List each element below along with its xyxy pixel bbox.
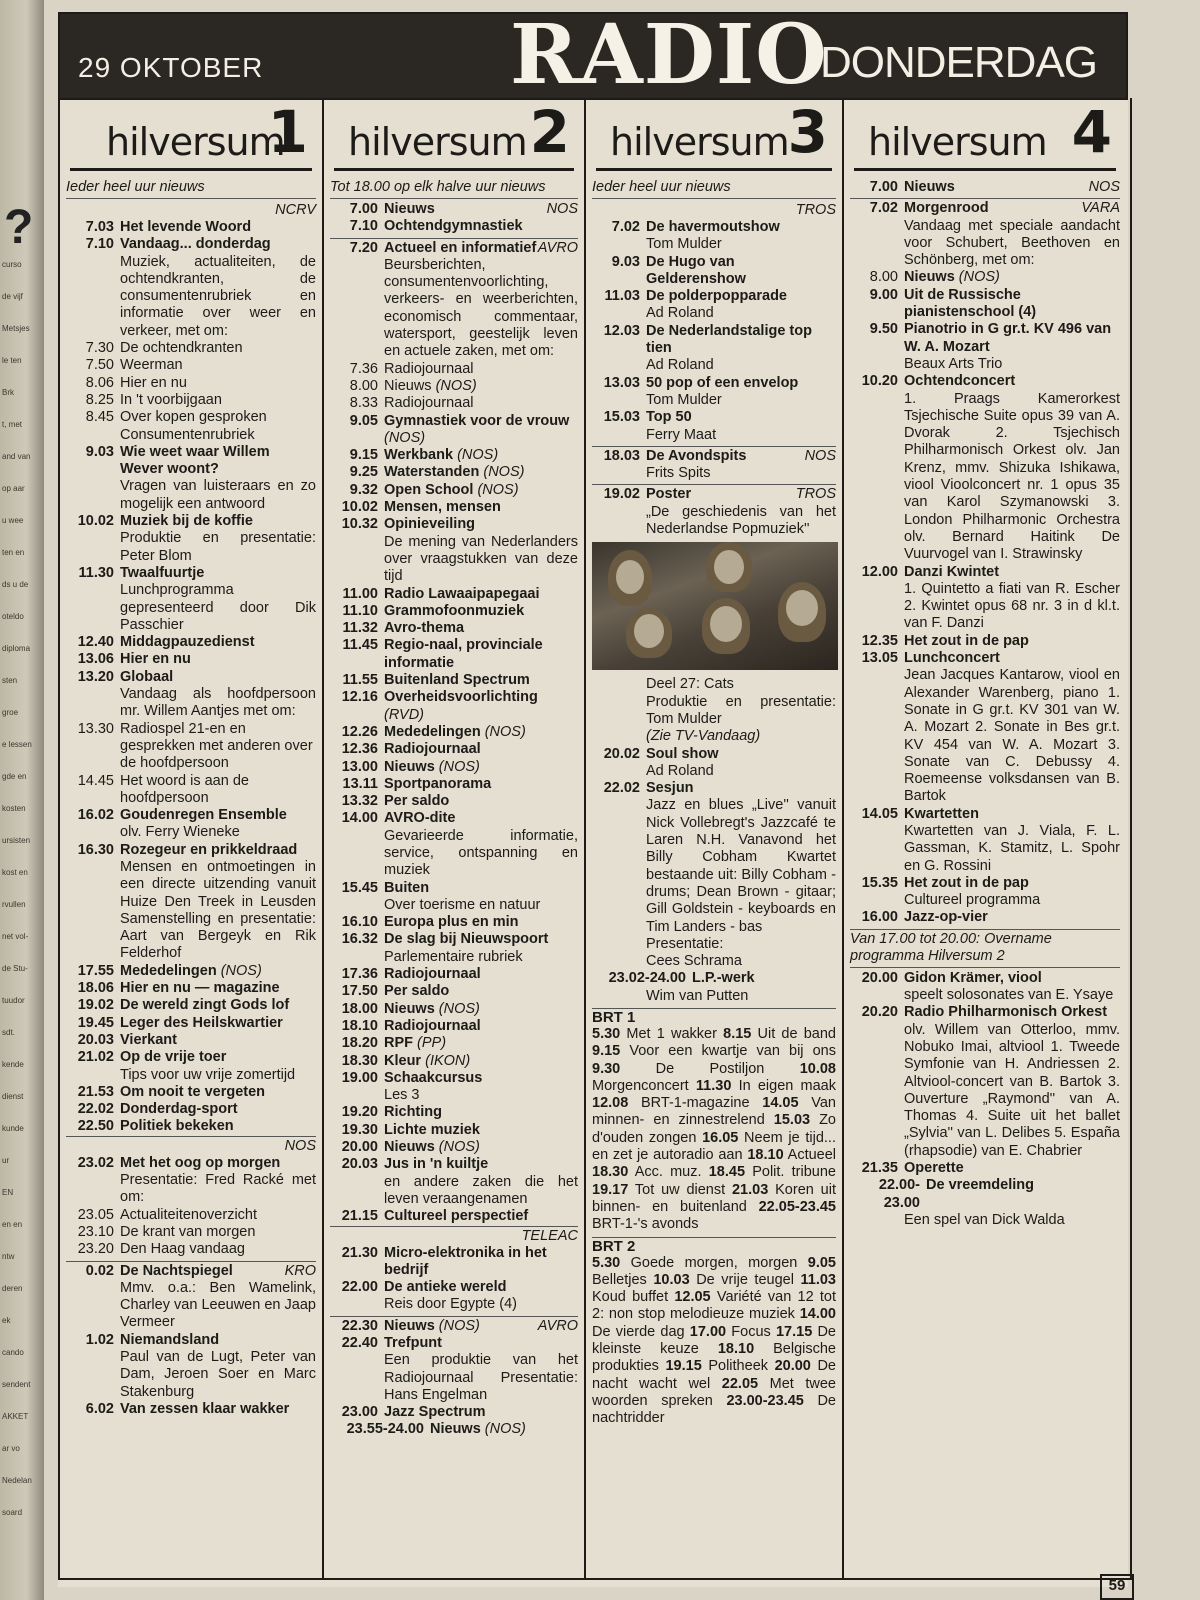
program-entry: 20.00 Gidon Krämer, viool: [861, 969, 1042, 986]
program-entry: 10.02 Mensen, mensen: [341, 499, 501, 516]
program-description: Beursberichten, consumentenvoorlichting, verkeers- en weerberichten, economisch commentaar, watersport, geestelijk leven en actuele zaken, met om:: [384, 256, 578, 360]
station-heading: [334, 98, 574, 171]
adjacent-page-fragment: kost en: [2, 868, 28, 877]
brt-program: BRT-1-'s avonds: [592, 1216, 699, 1233]
adjacent-page-fragment: ek: [2, 1316, 11, 1325]
adjacent-page-fragment: kende: [2, 1060, 24, 1069]
program-description: Cees Schrama: [646, 953, 742, 970]
program-entry: 17.55 Mededelingen (NOS): [77, 962, 262, 979]
adjacent-page-fragment: de vijf: [2, 292, 23, 301]
program-description: Les 3: [384, 1087, 420, 1104]
brt-time: 10.08: [799, 1060, 836, 1077]
program-entry: 21.30 Micro-elektronika in het bedrijf: [341, 1244, 547, 1278]
program-entry: 22.00-23.00 De vreemdeling: [878, 1177, 1034, 1211]
page-number: 59: [1100, 1574, 1134, 1600]
adjacent-page-fragment: kosten: [2, 804, 26, 813]
program-description: Gevarieerde informatie, service, ontspanning en muziek: [384, 827, 578, 879]
brt-program: Belgische produkties: [592, 1341, 836, 1375]
program-entry: 13.05 Lunchconcert: [861, 650, 1000, 667]
program-entry: 15.35 Het zout in de pap: [861, 874, 1029, 891]
brt-program: De Postiljon: [620, 1060, 800, 1077]
brt-time: 22.05-23.45: [758, 1198, 836, 1215]
page-header: [58, 7, 1128, 103]
brt-time: 12.08: [592, 1095, 629, 1112]
program-entry: 11.10 Grammofoonmuziek: [342, 602, 525, 619]
program-entry: 7.30 De ochtendkranten: [85, 340, 243, 357]
station-name: hilversum: [610, 120, 789, 164]
brt-time: 17.15: [775, 1323, 813, 1340]
program-description: Deel 27: Cats: [646, 676, 734, 693]
brt-time: 18.10: [747, 1147, 784, 1164]
brt-program: Politheek: [701, 1358, 775, 1375]
adjacent-page-fragment: oteldo: [2, 612, 24, 621]
program-entry: 23.20 Den Haag vandaag: [77, 1241, 245, 1258]
program-description: Tips voor uw vrije zomertijd: [120, 1066, 296, 1083]
program-entry: 9.03 De Hugo van Gelderenshow: [611, 253, 746, 287]
program-entry: 23.05 Actualiteitenoverzicht: [77, 1206, 258, 1223]
brt-time: 16.05: [702, 1129, 739, 1146]
brt-time: 18.10: [717, 1341, 755, 1358]
news-note: Ieder heel uur nieuws: [66, 179, 316, 199]
adjacent-page-fragment: AKKET: [2, 1412, 29, 1421]
program-description: Beaux Arts Trio: [904, 355, 1003, 372]
program-description: olv. Ferry Wieneke: [120, 824, 240, 841]
program-entry: 0.02 De Nachtspiegel KRO: [66, 1261, 316, 1280]
brt-program: Uit de band: [751, 1025, 837, 1042]
program-entry: 7.00 Nieuws NOS: [349, 201, 578, 217]
program-description: Frits Spits: [646, 465, 711, 482]
column-hilversum-1: [60, 98, 324, 1578]
adjacent-page-fragment: deren: [2, 1284, 23, 1293]
brt-program: Van minnen- en zinnestrelend: [592, 1095, 836, 1129]
adjacent-page-fragment: diploma: [2, 644, 31, 653]
adjacent-page-fragment: ntw: [2, 1252, 15, 1261]
brt-time: 22.05: [721, 1375, 759, 1392]
brt-time: 18.45: [708, 1164, 746, 1181]
adjacent-page-fragment: sten: [2, 676, 18, 685]
adjacent-page-fragment: gde en: [2, 772, 27, 781]
program-entry: 7.10 Ochtendgymnastiek: [349, 218, 523, 235]
station-number: 1: [267, 98, 308, 166]
program-entry: 19.30 Lichte muziek: [341, 1121, 480, 1138]
brt-time: 9.15: [592, 1043, 621, 1060]
program-entry: 17.36 Radiojournaal: [341, 966, 481, 983]
broadcaster-label: NCRV: [275, 202, 316, 218]
program-entry: 21.53 Om nooit te vergeten: [77, 1083, 266, 1100]
station-heading: [70, 98, 312, 171]
program-entry: 13.20 Globaal: [77, 668, 174, 685]
brt-time: 15.03: [773, 1112, 811, 1129]
program-description: Over toerisme en natuur: [384, 896, 541, 913]
adjacent-page-fragment: sendent: [2, 1380, 31, 1389]
program-entry: 15.03 Top 50: [603, 409, 692, 426]
program-description: olv. Willem van Otterloo, mmv. Nobuko Imai, altviool 1. Tweede Symfonie van H. Andriessen 2. Altviool-concert van B. Bartok 3. Ouverture „Raymond'' van A. Thomas 4. Suite uit het ballet „Sylvia'' van L. Delibes 5. España (rhapsodie) van E. Chabrier: [904, 1021, 1120, 1159]
brt-time: 5.30: [592, 1254, 621, 1271]
program-entry: 19.45 Leger des Heilskwartier: [77, 1014, 283, 1031]
broadcaster-label: TROS: [795, 202, 836, 218]
brt-program: De kleinste keuze: [592, 1323, 836, 1358]
brt-time: 5.30: [592, 1025, 621, 1042]
program-entry: 16.02 Goudenregen Ensemble: [77, 807, 287, 824]
program-entry: 13.11 Sportpanorama: [342, 775, 492, 792]
program-entry: 23.00 Jazz Spectrum: [341, 1404, 486, 1421]
program-entry: 22.00 De antieke wereld: [341, 1279, 507, 1296]
adjacent-page-fragment: u wee: [2, 516, 24, 525]
program-entry: 15.45 Buiten: [341, 879, 430, 896]
station-number: 3: [787, 98, 828, 166]
program-entry: 20.00 Nieuws (NOS): [341, 1139, 480, 1156]
program-entry: 8.33 Radiojournaal: [349, 395, 474, 412]
program-description: Lunchprogramma gepresenteerd door Dik Passchier: [120, 582, 316, 633]
program-entry: 11.55 Buitenland Spectrum: [342, 672, 530, 689]
brt-program: Belletjes: [592, 1271, 654, 1288]
program-description: Produktie en presentatie: Peter Blom: [120, 530, 316, 564]
program-entry: 11.03 De polderpopparade: [604, 288, 787, 305]
adjacent-page-fragment: soard: [2, 1508, 23, 1517]
brt-program: De nacht wacht wel: [592, 1358, 836, 1392]
program-entry: 7.20 AVRO Actueel en informatief: [330, 238, 578, 257]
adjacent-page-strip: [0, 0, 44, 1600]
radio-page: [58, 7, 1128, 1587]
program-description: Produktie en presentatie: Tom Mulder: [646, 693, 836, 727]
program-entry: 7.36 Radiojournaal: [349, 360, 474, 377]
brt-program: Zo d'ouden zongen: [592, 1112, 837, 1146]
brt-program: Morgenconcert: [592, 1077, 696, 1094]
adjacent-page-fragment: Brk: [2, 388, 14, 397]
program-description: Presentatie:: [646, 935, 724, 952]
program-entry: 18.10 Radiojournaal: [341, 1017, 481, 1034]
program-entry: 9.25 Waterstanden (NOS): [349, 464, 525, 481]
brt1-schedule: [592, 1026, 836, 1234]
program-entry: 19.02 Poster TROS: [592, 484, 836, 503]
brt-program: Tot uw dienst: [628, 1181, 732, 1198]
brt-time: 9.05: [807, 1254, 836, 1271]
program-entry: 9.00 Uit de Russische pianistenschool (4): [869, 286, 1037, 321]
adjacent-page-fragment: net vol-: [2, 932, 29, 941]
program-description: De mening van Nederlanders over vraagstukken van deze tijd: [384, 533, 578, 585]
adjacent-page-fragment: en en: [2, 1220, 23, 1229]
adjacent-page-fragment: sdt.: [2, 1028, 15, 1037]
brt1-title: BRT 1: [592, 1008, 836, 1026]
brt-program: Polit. tribune: [745, 1164, 836, 1181]
program-entry: 23.02 Met het oog op morgen: [77, 1154, 281, 1171]
program-description: 1. Praags Kamerorkest Tsjechische Suite opus 39 van A. Dvorak 2. Tsjechisch Philharmonisch Orkest olv. Jan Krenz, mmv. Shizuka Ishikawa, viool Vioolconcert nr. 1 opus 35 van Karol Szymanowski 3. London Philharmonic Orchestra olv. Bernard Haitink De Vuurvogel van I. Strawinsky: [904, 390, 1120, 563]
brt-program: Voor een kwartje van bij ons: [620, 1043, 836, 1060]
program-description: Tom Mulder: [646, 391, 722, 408]
brt-time: 21.03: [731, 1181, 769, 1198]
adjacent-page-fragment: curso: [2, 260, 22, 269]
station-heading: [854, 98, 1116, 171]
program-description: „De geschiedenis van het Nederlandse Popmuziek'': [646, 503, 836, 538]
program-entry: 18.06 Hier en nu — magazine: [77, 980, 280, 997]
program-entry: 12.00 Danzi Kwintet: [861, 563, 1000, 580]
program-description: speelt solosonates van E. Ysaye: [904, 987, 1114, 1004]
program-entry: 20.20 Radio Philharmonisch Orkest: [861, 1004, 1108, 1021]
adjacent-page-fragment: e lessen: [2, 740, 32, 749]
header-date: 29 OKTOBER: [78, 52, 264, 83]
program-entry: 13.32 Per saldo: [341, 793, 450, 810]
brt-program: De vierde dag: [592, 1323, 690, 1340]
station-name: hilversum: [106, 120, 285, 164]
program-entry: 7.03 Het levende Woord: [85, 219, 252, 235]
program-entry: 23.02-24.00 L.P.-werk: [608, 970, 755, 987]
program-description: Consumentenrubriek: [120, 426, 255, 443]
program-entry: 22.02 Donderdag-sport: [77, 1101, 238, 1118]
brt-program: In eigen maak: [731, 1077, 836, 1094]
brt-time: 20.00: [774, 1358, 811, 1375]
program-description: en andere zaken die het leven veraangenamen: [384, 1173, 578, 1207]
brt2-schedule: [592, 1255, 836, 1428]
program-entry: 19.02 De wereld zingt Gods lof: [77, 997, 290, 1014]
program-entry: 18.30 Kleur (IKON): [341, 1052, 471, 1069]
program-description: Reis door Egypte (4): [384, 1296, 517, 1313]
program-description: Ad Roland: [646, 357, 714, 374]
program-description: Ferry Maat: [646, 426, 717, 443]
program-entry: 7.02 Morgenrood VARA: [850, 198, 1120, 217]
program-entry: 12.36 Radiojournaal: [341, 741, 481, 758]
program-entry: 12.16 Overheidsvoorlichting (RVD): [341, 689, 538, 723]
adjacent-page-fragment: Metsjes: [2, 324, 30, 333]
adjacent-page-fragment: t, met: [2, 420, 23, 429]
program-entry: 13.30 Radiospel 21-en en gesprekken met anderen over de hoofdpersoon: [77, 720, 313, 772]
program-entry: 9.50 Pianotrio in G gr.t. KV 496 van W. A. Mozart: [869, 321, 1112, 355]
adjacent-page-fragment: ar vo: [2, 1444, 20, 1453]
adjacent-page-fragment: de Stu-: [2, 964, 28, 973]
program-description: Jean Jacques Kantarow, viool en Alexander Warenberg, piano 1. Sonate in G gr.t. KV 301 van W. A. Mozart 2. Sonate in Bes gr.t. KV 454 van W. A. Mozart 3. Sonate van C. Debussy 4. Roemeense volksdansen van B. Bartok: [904, 667, 1120, 805]
brt-program: BRT-1-magazine: [628, 1095, 763, 1112]
program-description: Cultureel programma: [904, 892, 1041, 909]
program-entry: 23.10 De krant van morgen: [77, 1223, 256, 1240]
program-entry: 10.32 Opinieveiling: [341, 516, 476, 533]
program-description: Parlementaire rubriek: [384, 948, 523, 965]
brt-time: 11.30: [695, 1077, 732, 1094]
brt-time: 19.15: [665, 1358, 702, 1375]
column-hilversum-4: [844, 98, 1126, 1578]
program-description: Vandaag als hoofdpersoon mr. Willem Aantjes met om:: [120, 686, 316, 720]
broadcaster-label: TELEAC: [330, 1226, 578, 1245]
program-description: (Zie TV-Vandaag): [646, 728, 761, 745]
brt-program: Variété van 12 tot 2: non stop melodieuze muziek: [592, 1289, 837, 1323]
adjacent-page-fragment: op aar: [2, 484, 25, 493]
program-entry: 16.30 Rozegeur en prikkeldraad: [77, 841, 298, 858]
news-note: Tot 18.00 op elk halve uur nieuws: [330, 179, 578, 199]
program-entry: 14.45 Het woord is aan de hoofdpersoon: [77, 772, 249, 806]
program-description: 1. Quintetto a fiati van R. Escher 2. Kwintet opus 68 nr. 3 in d kl.t. van F. Danzi: [904, 580, 1120, 632]
header-title: RADIO: [510, 7, 828, 103]
program-entry: 9.05 Gymnastiek voor de vrouw (NOS): [349, 412, 570, 446]
adjacent-page-fragment: groe: [2, 708, 19, 717]
program-description: Kwartetten van J. Viala, F. L. Gassman, K. Stamitz, L. Spohr en G. Rossini: [904, 822, 1120, 874]
program-entry: 10.20 Ochtendconcert: [861, 373, 1016, 390]
brt-time: 19.17: [592, 1181, 629, 1198]
adjacent-page-fragment: tuudor: [2, 996, 25, 1005]
adjacent-page-fragment: ten en: [2, 548, 25, 557]
program-entry: 7.02 De havermoutshow: [611, 219, 780, 235]
station-heading: [596, 98, 832, 171]
program-description: Paul van de Lugt, Peter van Dam, Jeroen Soer en Marc Stakenburg: [120, 1349, 316, 1400]
adjacent-page-fragment: ursisten: [2, 836, 31, 845]
program-entry: 8.00 Nieuws (NOS): [869, 269, 1000, 286]
adjacent-page-fragment: EN: [2, 1188, 14, 1197]
program-entry: 20.03 Vierkant: [77, 1031, 177, 1048]
program-entry: 16.10 Europa plus en min: [341, 914, 519, 931]
program-description: Ad Roland: [646, 305, 714, 322]
brt-program: De nachtridder: [592, 1392, 836, 1427]
program-entry: 14.00 AVRO-dite: [341, 810, 456, 827]
program-entry: 18.03 De Avondspits NOS: [592, 446, 836, 465]
program-entry: 22.50 Politiek bekeken: [77, 1118, 234, 1135]
program-columns: [58, 98, 1132, 1580]
news-note: Ieder heel uur nieuws: [592, 179, 836, 199]
program-entry: 8.00 Nieuws (NOS): [349, 377, 477, 394]
adjacent-page-glyph: ?: [4, 201, 34, 254]
program-entry: 7.10 Vandaag... donderdag: [85, 236, 271, 253]
station-name: hilversum: [348, 120, 527, 164]
program-entry: 12.03 De Nederlandstalige top tien: [603, 322, 812, 357]
program-entry: 19.20 Richting: [341, 1104, 442, 1121]
program-entry: 12.40 Middagpauzedienst: [77, 634, 255, 651]
program-entry: 9.15 Werkbank (NOS): [349, 447, 499, 464]
adjacent-page-fragment: and van: [2, 452, 31, 461]
program-entry: 6.02 Van zessen klaar wakker: [85, 1400, 290, 1417]
program-entry: 22.40 Trefpunt: [341, 1335, 442, 1351]
program-entry: 12.35 Het zout in de pap: [861, 632, 1029, 649]
adjacent-page-fragment: Nedelan: [2, 1476, 32, 1485]
program-entry: 11.00 Radio Lawaaipapegaai: [342, 585, 540, 602]
brt-time: 14.05: [762, 1095, 799, 1112]
brt-time: 12.05: [674, 1289, 711, 1306]
brt-program: Actueel: [783, 1147, 837, 1164]
program-entry: 10.02 Muziek bij de koffie: [77, 513, 253, 530]
program-description: Tom Mulder: [646, 236, 722, 253]
program-entry: 20.02 Soul show: [603, 745, 719, 762]
program-entry: 22.02 Sesjun: [603, 780, 694, 797]
takeover-note: Van 17.00 tot 20.00: Overname programma Hilversum 2: [850, 929, 1120, 968]
program-entry: 17.50 Per saldo: [341, 983, 450, 1000]
program-entry: 7.00 Nieuws NOS: [869, 179, 1120, 195]
program-entry: 18.20 RPF (PP): [341, 1035, 447, 1052]
brt-time: 10.03: [653, 1271, 690, 1288]
program-description: Jazz en blues „Live'' vanuit Nick Vollebregt's Jazzcafé te Laren N.H. Vanavond het Billy Cobham Kwartet bestaande uit: Billy Cobham - drums; Dean Brown - gitaar; Gill Goldstein - keyboards en Tim Landers - bas: [646, 797, 836, 935]
program-description: Een spel van Dick Walda: [904, 1211, 1065, 1228]
program-entry: 14.05 Kwartetten: [861, 805, 979, 822]
brt-program: Met 1 wakker: [620, 1025, 724, 1042]
program-entry: 11.45 Regio-naal, provinciale informatie: [342, 637, 543, 671]
program-description: Mensen en ontmoetingen in een directe uitzending vanuit Huize Den Treek in Leusden Samenstelling en presentatie: Aart van Bergeyk en Rik Felderhof: [120, 858, 316, 962]
adjacent-page-fragment: rvullen: [2, 900, 26, 909]
brt-program: Koud buffet: [592, 1289, 675, 1306]
program-description: Een produktie van het Radiojournaal Presentatie: Hans Engelman: [384, 1352, 578, 1403]
program-entry: 21.15 Cultureel perspectief: [341, 1208, 529, 1225]
brt-program: De vrije teugel: [689, 1271, 801, 1288]
program-entry: 22.30 Nieuws (NOS) AVRO: [330, 1316, 578, 1335]
program-entry: 16.00 Jazz-op-vier: [861, 909, 988, 926]
brt-program: Goede morgen, morgen: [620, 1254, 808, 1271]
program-description: Mmv. o.a.: Ben Wamelink, Charley van Leeuwen en Jaap Vermeer: [120, 1279, 316, 1331]
program-entry: 23.55-24.00 Nieuws (NOS): [346, 1421, 526, 1438]
brt-time: 18.30: [592, 1164, 629, 1181]
program-entry: 16.32 De slag bij Nieuwspoort: [341, 931, 549, 948]
program-description: Presentatie: Fred Racké met om:: [120, 1172, 316, 1206]
program-entry: 19.00 Schaakcursus: [341, 1069, 483, 1086]
brt-time: 8.15: [723, 1025, 752, 1042]
brt2-title: BRT 2: [592, 1237, 836, 1255]
header-day: DONDERDAG: [820, 38, 1098, 87]
station-number: 4: [1071, 98, 1112, 166]
brt-time: 23.00-23.45: [726, 1392, 804, 1409]
brt-time: 11.03: [800, 1271, 836, 1288]
band-photo: [592, 542, 838, 670]
program-entry: 18.00 Nieuws (NOS): [341, 1000, 480, 1017]
brt-time: 9.30: [592, 1060, 621, 1077]
adjacent-page-fragment: kunde: [2, 1124, 24, 1133]
program-entry: 13.03 50 pop of een envelop: [603, 374, 799, 391]
program-description: Muziek, actualiteiten, de ochtendkranten, de consumentenrubriek en informatie over weer en verkeer, met om:: [120, 253, 316, 339]
program-description: Vragen van luisteraars en zo mogelijk een antwoord: [120, 478, 316, 512]
program-entry: 1.02 Niemandsland: [85, 1331, 220, 1348]
column-hilversum-2: [324, 98, 586, 1578]
brt-time: 14.00: [799, 1306, 836, 1323]
program-entry: 20.03 Jus in 'n kuiltje: [341, 1156, 489, 1173]
adjacent-page-fragment: cando: [2, 1348, 24, 1357]
program-entry: 13.00 Nieuws (NOS): [341, 758, 480, 775]
brt-program: Met twee woorden spreken: [592, 1375, 836, 1409]
program-entry: 9.03 Wie weet waar Willem Wever woont?: [85, 443, 270, 478]
program-description: Ad Roland: [646, 762, 714, 779]
program-entry: 8.06 Hier en nu: [85, 374, 187, 391]
brt-time: 17.00: [689, 1323, 727, 1340]
adjacent-page-fragment: ds u de: [2, 580, 29, 589]
program-entry: 9.32 Open School (NOS): [349, 481, 519, 498]
station-number: 2: [529, 98, 570, 166]
brt-program: Koren uit binnen- en buitenland: [592, 1181, 836, 1215]
broadcaster-label: NOS: [66, 1136, 316, 1155]
brt-program: Acc. muz.: [628, 1164, 709, 1181]
adjacent-page-fragment: ur: [2, 1156, 10, 1165]
adjacent-page-fragment: dienst: [2, 1092, 24, 1101]
program-description: Vandaag met speciale aandacht voor Schubert, Beethoven en Schönberg, met om:: [904, 217, 1120, 269]
program-entry: 11.30 Twaalfuurtje: [78, 564, 205, 581]
brt-program: Focus: [726, 1323, 776, 1340]
program-entry: 21.35 Operette: [861, 1160, 964, 1177]
program-entry: 12.26 Mededelingen (NOS): [341, 723, 526, 740]
program-entry: 8.45 Over kopen gesproken: [85, 409, 267, 426]
program-description: Wim van Putten: [646, 987, 749, 1004]
brt-program: Neem je tijd... en zet je autoradio aan: [592, 1129, 836, 1164]
adjacent-page-fragment: le ten: [2, 356, 22, 365]
station-name: hilversum: [868, 120, 1047, 164]
program-entry: 8.25 In 't voorbijgaan: [85, 391, 222, 408]
program-entry: 13.06 Hier en nu: [77, 651, 191, 668]
program-entry: 21.02 Op de vrije toer: [77, 1049, 227, 1066]
program-entry: 11.32 Avro-thema: [342, 620, 465, 637]
column-hilversum-3: [586, 98, 844, 1578]
program-entry: 7.50 Weerman: [85, 357, 183, 374]
